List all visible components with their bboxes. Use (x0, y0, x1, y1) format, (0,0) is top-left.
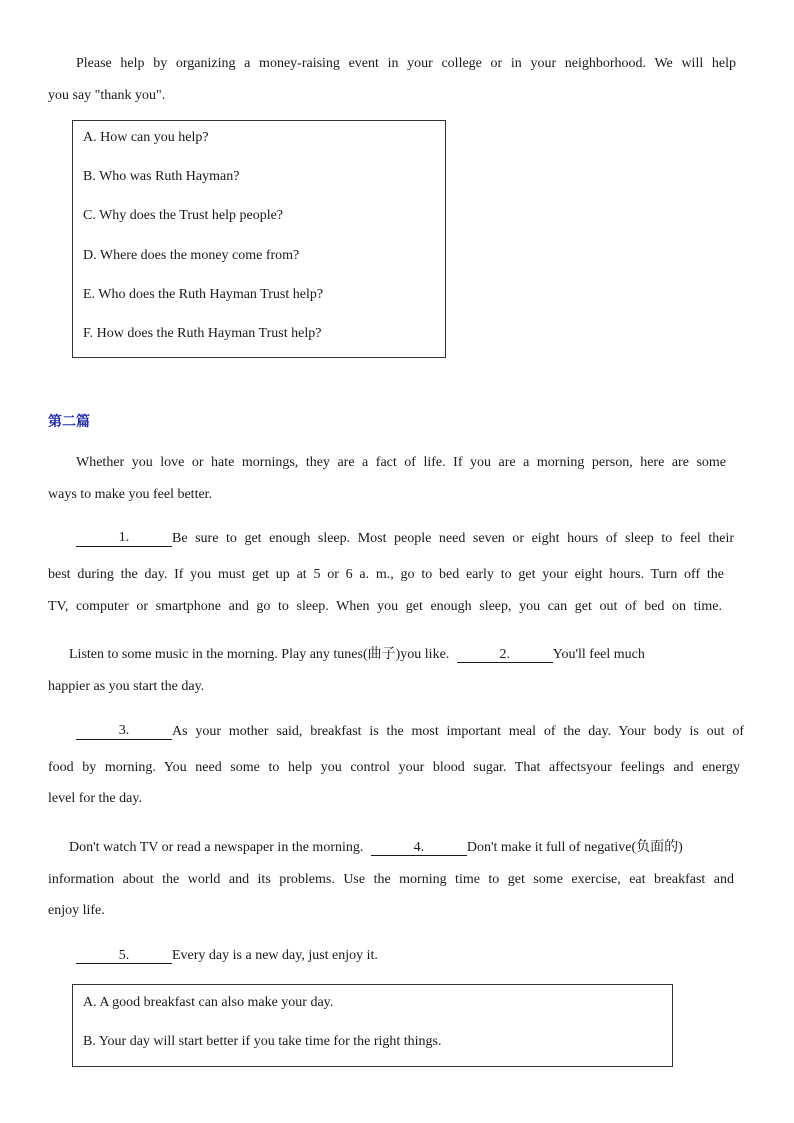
p3-line-1 (76, 724, 744, 740)
p0-line-2: ways to make you feel better. (48, 487, 213, 502)
options-box-2 (72, 984, 673, 1067)
p3-line-3: level for the day. (48, 791, 142, 806)
p2-line-2: happier as you start the day. (48, 679, 205, 694)
option-2a: A. A good breakfast can also make your day. (83, 995, 334, 1010)
p4-line-1 (69, 836, 683, 856)
p5-line-1-text: Every day is a new day, just enjoy it. (172, 948, 378, 963)
p3-line-2: food by morning. You need some to help you control your blood sugar. That affectsyour feelings and energy (48, 760, 740, 775)
option-d: D. Where does the money come from? (83, 248, 300, 263)
p4-line-3: enjoy life. (48, 903, 105, 918)
intro-line-2: you say "thank you". (48, 88, 166, 103)
option-f: F. How does the Ruth Hayman Trust help? (83, 326, 322, 341)
p5-line-1 (76, 948, 378, 964)
options-box-1 (72, 120, 446, 358)
blank-5[interactable]: 5. (76, 949, 172, 964)
blank-1[interactable]: 1. (76, 531, 172, 547)
section-heading: 第二篇 (48, 415, 90, 430)
p1-line-3: TV, computer or smartphone and go to sleep. When you get enough sleep, you can get out of bed on time. (48, 599, 722, 614)
option-c: C. Why does the Trust help people? (83, 208, 284, 223)
p4-line-2: information about the world and its problems. Use the morning time to get some exercise, eat breakfast and (48, 872, 734, 887)
p2-line-1-text-a: Listen to some music in the morning. Play any tunes(曲子)you like. (69, 647, 450, 662)
p3-line-1-text: As your mother said, breakfast is the most important meal of the day. Your body is out of (172, 724, 744, 739)
blank-3[interactable]: 3. (76, 724, 172, 740)
option-a: A. How can you help? (83, 130, 209, 145)
option-2b: B. Your day will start better if you take time for the right things. (83, 1034, 442, 1049)
blank-2[interactable]: 2. (457, 648, 553, 663)
option-e: E. Who does the Ruth Hayman Trust help? (83, 287, 324, 302)
p2-line-1 (69, 643, 645, 663)
p4-line-1-text-b: Don't make it full of negative(负面的) (466, 840, 683, 855)
p4-line-1-text-a: Don't watch TV or read a newspaper in the morning. (69, 840, 364, 855)
p1-line-1-text: Be sure to get enough sleep. Most people need seven or eight hours of sleep to feel their (172, 531, 734, 546)
p1-line-2: best during the day. If you must get up at 5 or 6 a. m., go to bed early to get your eight hours. Turn off the (48, 567, 724, 582)
p2-line-1-text-b: You'll feel much (552, 647, 645, 662)
intro-line-1: Please help by organizing a money-raising event in your college or in your neighborhood. We will help (76, 56, 736, 71)
blank-4[interactable]: 4. (371, 841, 467, 856)
option-b: B. Who was Ruth Hayman? (83, 169, 240, 184)
p1-line-1 (76, 531, 734, 547)
p0-line-1: Whether you love or hate mornings, they are a fact of life. If you are a morning person, here are some (76, 455, 726, 470)
